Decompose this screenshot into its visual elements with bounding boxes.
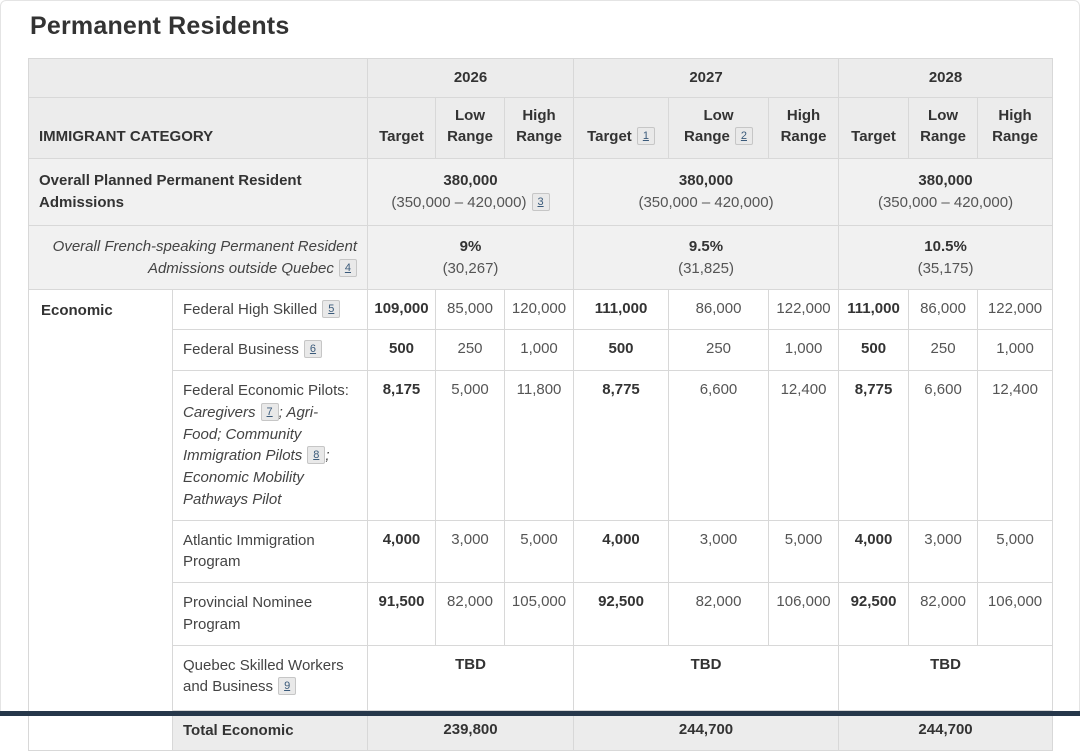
aip-2028-high: 5,000 [978, 520, 1053, 583]
overall-2027-cell [574, 159, 839, 226]
french-2026-count: (30,267) [442, 259, 499, 277]
quebec-skilled-workers-label: Quebec Skilled Workers and Business 9 [173, 645, 368, 710]
biz-2026-low: 250 [436, 330, 505, 371]
french-2028-cell [839, 226, 1053, 290]
french-2026-percent: 9% [459, 238, 482, 255]
pilots-2028-low: 6,600 [909, 371, 978, 521]
atlantic-immigration-label: Atlantic Immigration Program [173, 520, 368, 583]
low-label: Low [703, 106, 734, 124]
bottom-accent-bar [0, 711, 1080, 716]
fhs-2027-high: 122,000 [769, 289, 839, 330]
high-label: High [998, 106, 1032, 124]
range-label-with-footnote [675, 126, 762, 148]
biz-2026-high: 1,000 [505, 330, 574, 371]
biz-2028-target: 500 [839, 330, 909, 371]
aip-2028-target: 4,000 [839, 520, 909, 583]
pnp-2028-target: 92,500 [839, 583, 909, 646]
french-speaking-label: Overall French-speaking Permanent Resident Admissions outside Quebec 4 [29, 226, 368, 290]
page-title: Permanent Residents [30, 12, 290, 40]
empty-corner-cell [29, 59, 368, 98]
federal-high-skilled-label: Federal High Skilled 5 [173, 289, 368, 330]
footnote-link-4[interactable]: 4 [339, 259, 357, 277]
federal-economic-pilots-label [173, 371, 368, 521]
pnp-2026-low: 82,000 [436, 583, 505, 646]
french-2027-percent: 9.5% [688, 238, 724, 255]
low-range-header-2026 [436, 98, 505, 159]
economic-group-label: Economic [29, 289, 173, 751]
french-2028-count: (35,175) [917, 259, 974, 277]
provincial-nominee-row [29, 583, 1053, 646]
biz-2027-target: 500 [574, 330, 669, 371]
low-label: Low [928, 106, 959, 124]
pilots-2026-high: 11,800 [505, 371, 574, 521]
federal-business-row [29, 330, 1053, 371]
immigration-levels-table [28, 58, 1053, 751]
biz-2028-low: 250 [909, 330, 978, 371]
pnp-2028-low: 82,000 [909, 583, 978, 646]
french-2026-cell [368, 226, 574, 290]
pilots-2028-high: 12,400 [978, 371, 1053, 521]
range-label: Range [920, 128, 966, 146]
fhs-2028-high: 122,000 [978, 289, 1053, 330]
range-label: Range [447, 128, 493, 146]
total-economic-row [29, 710, 1053, 751]
biz-2027-low: 250 [669, 330, 769, 371]
biz-2028-high: 1,000 [978, 330, 1053, 371]
pnp-2027-target: 92,500 [574, 583, 669, 646]
target-label: Target [587, 128, 632, 146]
high-range-header-2028 [978, 98, 1053, 159]
aip-2028-low: 3,000 [909, 520, 978, 583]
quebec-2027-value: TBD [574, 645, 839, 710]
biz-2026-target: 500 [368, 330, 436, 371]
overall-2026-cell [368, 159, 574, 226]
overall-2026-range: (350,000 – 420,000) 3 [372, 192, 569, 214]
year-header-2027: 2027 [574, 59, 839, 98]
fhs-2026-low: 85,000 [436, 289, 505, 330]
french-2027-count: (31,825) [678, 259, 734, 277]
footnote-link-5[interactable]: 5 [322, 300, 340, 318]
footnote-link-6[interactable]: 6 [304, 340, 322, 358]
pilots-label-detail: Caregivers 7 ; Agri-Food; Community Immigration Pilots 8 ; Economic Mobility Pathways Pilot [183, 403, 330, 508]
pilots-2028-target: 8,775 [839, 371, 909, 521]
french-2028-percent: 10.5% [924, 238, 967, 255]
quebec-2026-value: TBD [368, 645, 574, 710]
overall-2027-range: (350,000 – 420,000) [638, 193, 774, 211]
quebec-skilled-workers-row [29, 645, 1053, 710]
footnote-link-9[interactable]: 9 [278, 677, 296, 695]
federal-business-label: Federal Business 6 [173, 330, 368, 371]
fhs-2027-low: 86,000 [669, 289, 769, 330]
footnote-link-8[interactable]: 8 [307, 446, 325, 464]
aip-2026-high: 5,000 [505, 520, 574, 583]
fhs-2028-target: 111,000 [839, 289, 909, 330]
aip-2027-target: 4,000 [574, 520, 669, 583]
high-range-header-2026 [505, 98, 574, 159]
biz-2027-high: 1,000 [769, 330, 839, 371]
aip-2027-low: 3,000 [669, 520, 769, 583]
total-economic-2026: 239,800 [368, 710, 574, 751]
total-economic-label: Total Economic [173, 710, 368, 751]
pnp-2027-high: 106,000 [769, 583, 839, 646]
pnp-2026-target: 91,500 [368, 583, 436, 646]
total-economic-2027: 244,700 [574, 710, 839, 751]
target-header-2027 [574, 98, 669, 159]
overall-2028-range: (350,000 – 420,000) [877, 193, 1014, 211]
high-range-header-2027 [769, 98, 839, 159]
pilots-2027-low: 6,600 [669, 371, 769, 521]
pilots-2026-low: 5,000 [436, 371, 505, 521]
federal-economic-pilots-row [29, 371, 1053, 521]
overall-admissions-row [29, 159, 1053, 226]
aip-2026-low: 3,000 [436, 520, 505, 583]
target-header-2026: Target [368, 98, 436, 159]
range-label: Range [780, 128, 827, 146]
pnp-2028-high: 106,000 [978, 583, 1053, 646]
overall-2026-target: 380,000 [443, 172, 498, 189]
year-header-2026: 2026 [368, 59, 574, 98]
fhs-2026-high: 120,000 [505, 289, 574, 330]
footnote-link-7[interactable]: 7 [261, 403, 279, 421]
fhs-2027-target: 111,000 [574, 289, 669, 330]
fhs-2028-low: 86,000 [909, 289, 978, 330]
year-header-row [29, 59, 1053, 98]
total-economic-2028: 244,700 [839, 710, 1053, 751]
pnp-2027-low: 82,000 [669, 583, 769, 646]
footnote-link-1[interactable]: 1 [637, 127, 655, 145]
pilots-label-intro: Federal Economic Pilots: [183, 382, 349, 399]
quebec-2028-value: TBD [839, 645, 1053, 710]
overall-2027-target: 380,000 [678, 172, 734, 189]
atlantic-immigration-row [29, 520, 1053, 583]
footnote-link-2[interactable]: 2 [735, 127, 753, 145]
range-label: Range [516, 128, 562, 146]
aip-2026-target: 4,000 [368, 520, 436, 583]
aip-2027-high: 5,000 [769, 520, 839, 583]
footnote-link-3[interactable]: 3 [532, 193, 550, 211]
overall-admissions-label: Overall Planned Permanent Resident Admissions [29, 159, 368, 226]
french-speaking-row [29, 226, 1053, 290]
range-label: Range [684, 128, 730, 146]
year-header-2028: 2028 [839, 59, 1053, 98]
high-label: High [786, 106, 821, 124]
target-header-2028: Target [839, 98, 909, 159]
pilots-2026-target: 8,175 [368, 371, 436, 521]
low-range-header-2027 [669, 98, 769, 159]
overall-2028-cell [839, 159, 1053, 226]
french-2027-cell [574, 226, 839, 290]
column-header-row [29, 98, 1053, 159]
low-range-header-2028 [909, 98, 978, 159]
provincial-nominee-label: Provincial Nominee Program [173, 583, 368, 646]
high-label: High [522, 106, 556, 124]
federal-high-skilled-row [29, 289, 1053, 330]
pilots-2027-high: 12,400 [769, 371, 839, 521]
pilots-2027-target: 8,775 [574, 371, 669, 521]
fhs-2026-target: 109,000 [368, 289, 436, 330]
low-label: Low [455, 106, 485, 124]
immigrant-category-header: IMMIGRANT CATEGORY [29, 98, 368, 159]
range-label: Range [992, 128, 1038, 146]
overall-2028-target: 380,000 [918, 172, 973, 189]
pnp-2026-high: 105,000 [505, 583, 574, 646]
